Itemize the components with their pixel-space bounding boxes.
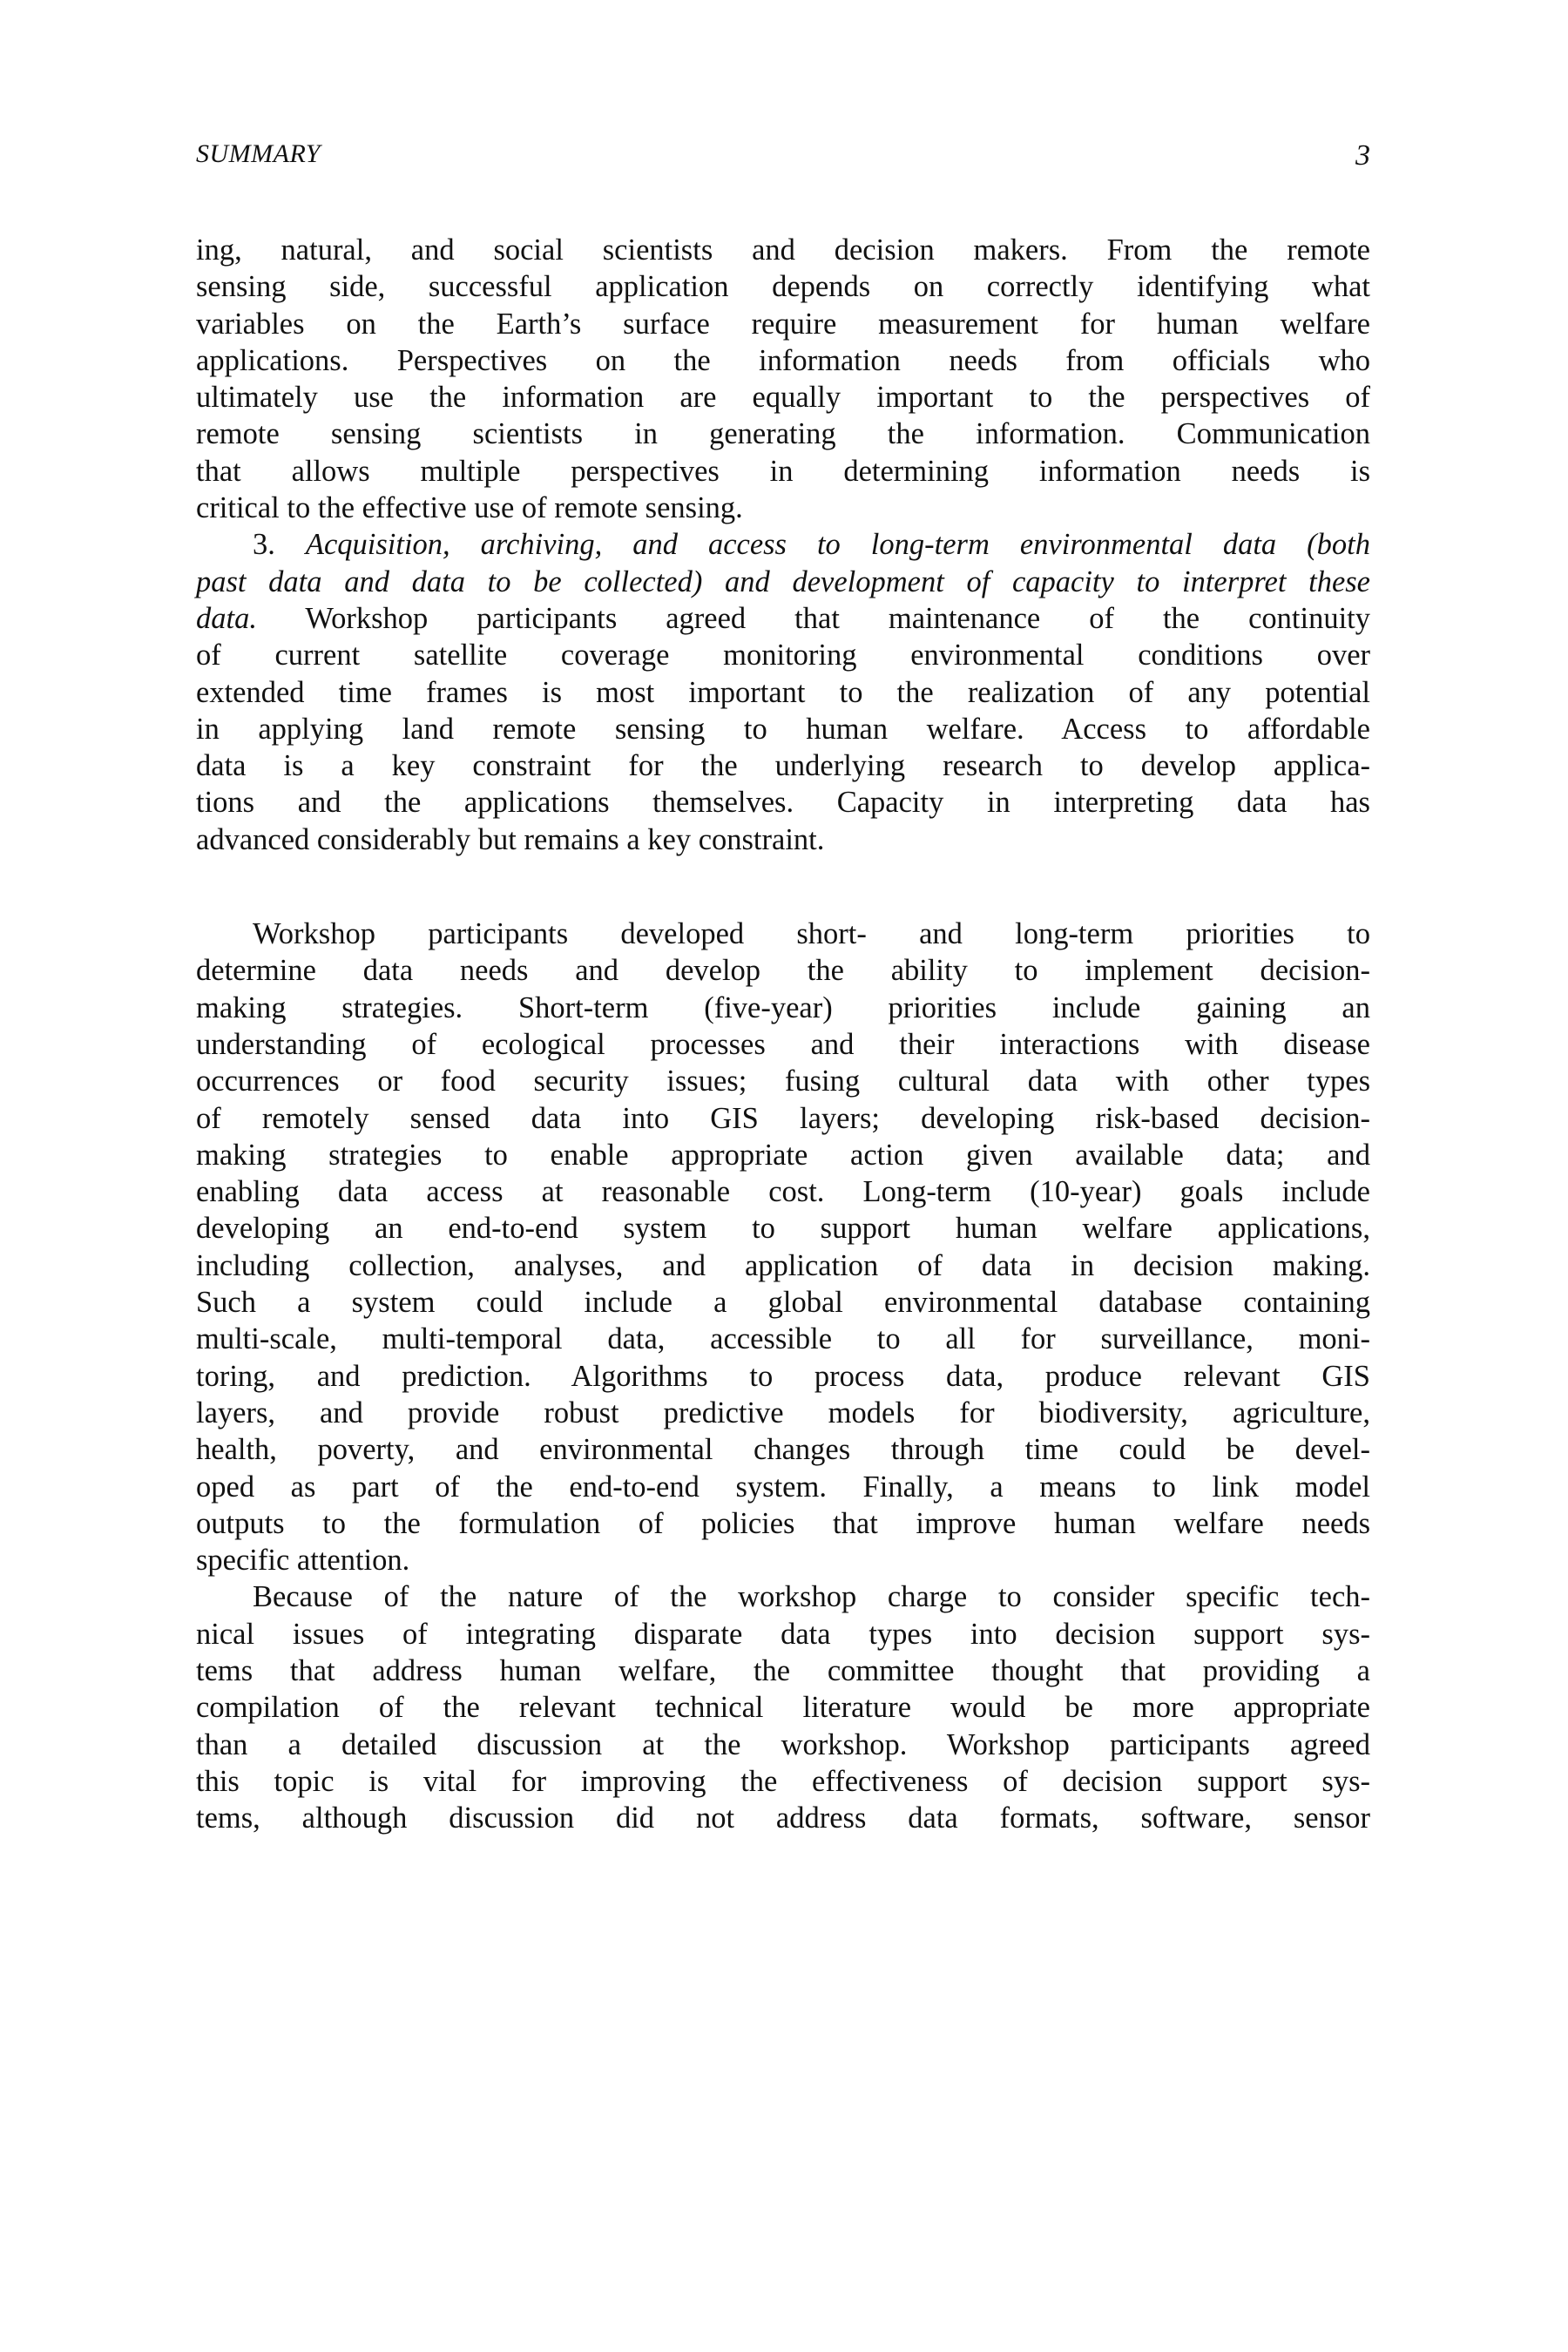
section-gap xyxy=(196,858,1370,916)
text-line: ultimately use the information are equally important to the perspectives of xyxy=(196,381,1370,415)
text-line: tems that address human welfare, the committee thought that providing a xyxy=(196,1653,1370,1687)
text-line xyxy=(196,526,1370,563)
text-line: Such a system could include a global environmental database containing xyxy=(196,1286,1370,1320)
paragraph-priorities xyxy=(196,916,1370,1578)
body-text xyxy=(196,232,1370,1836)
text-line: Workshop participants developed short- and long-term priorities to xyxy=(253,917,1370,951)
text-line: of remotely sensed data into GIS layers; developing risk-based decision- xyxy=(196,1101,1370,1135)
text-line: ing, natural, and social scientists and decision makers. From the remote xyxy=(196,233,1370,267)
text-line: toring, and prediction. Algorithms to process data, produce relevant GIS xyxy=(196,1359,1370,1393)
text-line: enabling data access at reasonable cost. Long-term (10-year) goals include xyxy=(196,1175,1370,1209)
text-line: making strategies. Short-term (five-year) priorities include gaining an xyxy=(196,990,1370,1024)
text-line: tions and the applications themselves. Capacity in interpreting data has xyxy=(196,786,1370,820)
numbered-item-3 xyxy=(196,526,1370,858)
item-number: 3. xyxy=(253,528,306,562)
text-line: multi-scale, multi-temporal data, accessible to all for surveillance, moni- xyxy=(196,1322,1370,1356)
text-run: Workshop participants agreed that maintenance of the continuity xyxy=(256,601,1370,635)
item-heading-italic: data. xyxy=(196,601,257,635)
text-line: applications. Perspectives on the information needs from officials who xyxy=(196,343,1370,377)
text-line: extended time frames is most important to the realization of any potential xyxy=(196,675,1370,709)
text-line: this topic is vital for improving the effectiveness of decision support sys- xyxy=(196,1764,1370,1798)
text-line: that allows multiple perspectives in determining information needs is xyxy=(196,454,1370,488)
text-line: making strategies to enable appropriate action given available data; and xyxy=(196,1138,1370,1172)
text-line: health, poverty, and environmental changes through time could be devel- xyxy=(196,1433,1370,1467)
text-line: compilation of the relevant technical literature would be more appropriate xyxy=(196,1691,1370,1725)
text-line: advanced considerably but remains a key constraint. xyxy=(196,822,825,856)
text-line: data is a key constraint for the underlying research to develop applica- xyxy=(196,749,1370,783)
text-line: understanding of ecological processes and their interactions with disease xyxy=(196,1027,1370,1061)
text-line: oped as part of the end-to-end system. Finally, a means to link model xyxy=(196,1470,1370,1504)
text-line: nical issues of integrating disparate data types into decision support sys- xyxy=(196,1617,1370,1651)
text-line: determine data needs and develop the ability to implement decision- xyxy=(196,954,1370,988)
item-heading-italic: past data and data to be collected) and development of capacity to interpret these xyxy=(196,564,1370,598)
text-line: specific attention. xyxy=(196,1544,410,1578)
running-head-title: SUMMARY xyxy=(196,139,321,168)
text-line: than a detailed discussion at the workshop. Workshop participants agreed xyxy=(196,1727,1370,1761)
text-line: sensing side, successful application depends on correctly identifying what xyxy=(196,270,1370,304)
text-line: outputs to the formulation of policies that improve human welfare needs xyxy=(196,1506,1370,1540)
text-line: including collection, analyses, and application of data in decision making. xyxy=(196,1248,1370,1282)
text-line: occurrences or food security issues; fusing cultural data with other types xyxy=(196,1064,1370,1098)
text-line: tems, although discussion did not address data formats, software, sensor xyxy=(196,1801,1370,1835)
text-line: in applying land remote sensing to human welfare. Access to affordable xyxy=(196,712,1370,746)
text-line: variables on the Earth’s surface require measurement for human welfare xyxy=(196,307,1370,341)
text-line xyxy=(196,600,1370,637)
text-line: developing an end-to-end system to support human welfare applications, xyxy=(196,1212,1370,1246)
text-line: Because of the nature of the workshop charge to consider specific tech- xyxy=(253,1580,1370,1614)
text-line: layers, and provide robust predictive models for biodiversity, agriculture, xyxy=(196,1396,1370,1429)
text-line: of current satellite coverage monitoring environmental conditions over xyxy=(196,639,1370,672)
paragraph-technical-issues xyxy=(196,1578,1370,1836)
text-line: critical to the effective use of remote sensing. xyxy=(196,491,743,525)
paragraph-continued xyxy=(196,232,1370,526)
running-head xyxy=(196,139,1370,178)
item-heading-italic: Acquisition, archiving, and access to long-term environmental data (both xyxy=(305,528,1371,562)
text-line: remote sensing scientists in generating the information. Communication xyxy=(196,417,1370,451)
page-number: 3 xyxy=(1355,139,1370,172)
